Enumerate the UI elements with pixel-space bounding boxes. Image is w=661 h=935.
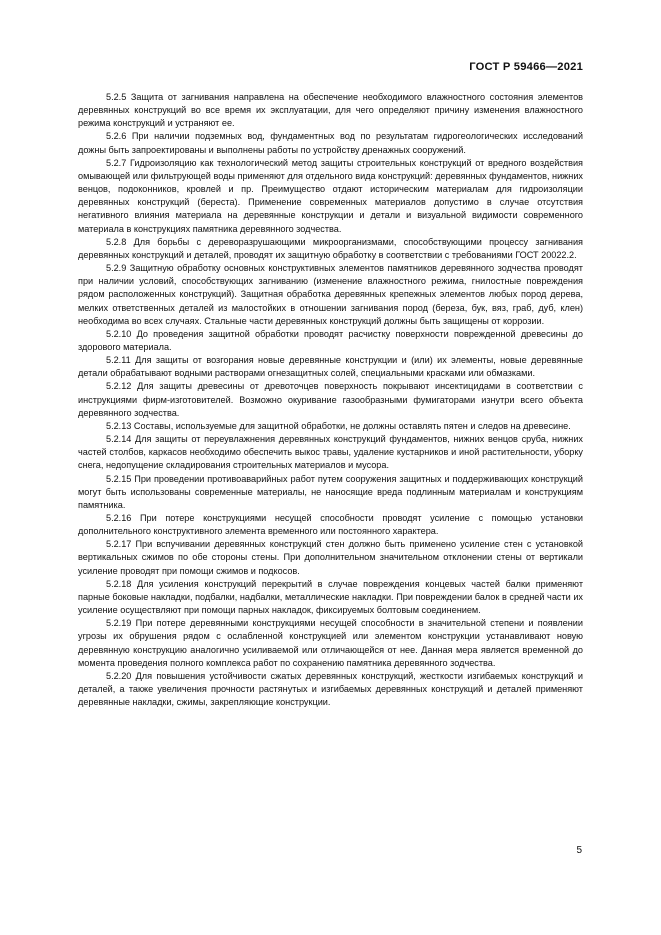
paragraph-5-2-7: 5.2.7 Гидроизоляцию как технологический метод защиты строительных конструкций от вредного воздействия омывающей или фильтрующей воды применяют для отдельного вида конструкций: деревянных фундаментов, нижних венцов, подоконников, кровлей и пр. Преимущество отдают историческим материалам для гидроизоляции деревянных конструкций (береста). Применение современных материалов допустимо в случае отсутствия негативного влияния материала на деревянные конструкции и детали и визуальной видимости современного материала в конструкциях памятника деревянного зодчества. <box>78 157 583 234</box>
paragraph-5-2-10: 5.2.10 До проведения защитной обработки проводят расчистку поверхности поврежденной древесины до здорового материала. <box>78 328 583 352</box>
paragraph-5-2-15: 5.2.15 При проведении противоаварийных работ путем сооружения защитных и поддерживающих конструкций могут быть использованы современные материалы, не наносящие вреда подлинным материалам и конструкциям памятника. <box>78 473 583 510</box>
document-body <box>78 91 583 709</box>
paragraph-5-2-16: 5.2.16 При потере конструкциями несущей способности проводят усиление с помощью установки дополнительного конструктивного элемента временного или постоянного характера. <box>78 513 583 537</box>
paragraph-5-2-6: 5.2.6 При наличии подземных вод, фундаментных вод по результатам гидрогеологических исследований дожны быть запроектированы и выполнены работы по устройству дренажных сооружений. <box>78 131 583 155</box>
paragraph-5-2-19: 5.2.19 При потере деревянными конструкциями несущей способности в значительной степени и появлении угрозы их обрушения рядом с ослабленной конструкцией или элементом конструкции устанавливают новую деревянную конструкцию аналогично усиливаемой или отличающейся от нее. Данная мера является временной до момента проведения полного комплекса работ по сохранению памятника деревянного зодчества. <box>78 618 583 668</box>
paragraph-5-2-9: 5.2.9 Защитную обработку основных конструктивных элементов памятников деревянного зодчества проводят при наличии условий, способствующих загниванию (изменение влажностного режима, гнилостные повреждения рядом расположенных конструкций). Защитная обработка деревянных крепежных элементов любых пород дерева, мелких ответственных деталей из малостойких в отношении загнивания пород (береза, бук, вяз, граб, дуб, клен) необходима во всех случаях. Стальные части деревянных конструкций должны быть защищены от коррозии. <box>78 263 583 326</box>
paragraph-5-2-18: 5.2.18 Для усиления конструкций перекрытий в случае повреждения концевых частей балки применяют парные боковые накладки, подбалки, надбалки, металлические накладки. При повреждении балок в средней части их усиление осуществляют при помощи парных накладок, фиксируемых болтовым соединением. <box>78 578 583 616</box>
paragraph-5-2-17: 5.2.17 При вспучивании деревянных конструкций стен должно быть применено усиление стен с установкой вертикальных сжимов по обе стороны стены. При дополнительном значительном отклонении стены от вертикали усиление проводят при помощи сжимов и подкосов. <box>78 539 583 576</box>
page-number: 5 <box>576 845 582 856</box>
paragraph-5-2-5: 5.2.5 Защита от загнивания направлена на обеспечение необходимого влажностного состояния элементов деревянных конструкций во все время их эксплуатации, для чего определяют причину изменения влажностного режима конструкций и устраняют ее. <box>78 92 583 129</box>
paragraph-5-2-12: 5.2.12 Для защиты древесины от древоточцев поверхность покрывают инсектицидами в соответствии с инструкциями фирм-изготовителей. Возможно окуривание газообразными фумигаторами изнутри всего объекта деревянного зодчества. <box>78 381 583 418</box>
paragraph-5-2-13: 5.2.13 Составы, используемые для защитной обработки, не должны оставлять пятен и следов на древесине. <box>106 420 571 431</box>
standard-id: ГОСТ Р 59466—2021 <box>469 61 583 73</box>
document-header <box>469 61 583 73</box>
paragraph-5-2-20: 5.2.20 Для повышения устойчивости сжатых деревянных конструкций, жесткости изгибаемых конструкций и деталей, а также увеличения прочности растянутых и изгибаемых деревянных конструкций и деталей применяют деревянные накладки, сжимы, закрепляющие конструкции. <box>78 670 583 708</box>
paragraph-5-2-14: 5.2.14 Для защиты от переувлажнения деревянных конструкций фундаментов, нижних венцов сруба, нижних частей столбов, каркасов необходимо обеспечить выкос травы, удаление кустарников и иной растительности, уборку снега, недопущение складирования строительных материалов и мусора. <box>78 434 583 471</box>
paragraph-5-2-11: 5.2.11 Для защиты от возгорания новые деревянные конструкции и (или) их элементы, новые деревянные детали обрабатывают водными растворами огнезащитных солей, специальными красками или обмазками. <box>78 355 583 379</box>
paragraph-5-2-8: 5.2.8 Для борьбы с дереворазрушающими микроорганизмами, способствующими процессу загнивания деревянных конструкций и деталей, проводят их защитную обработку в соответствии с требованиями ГОСТ 20022.2. <box>78 236 583 260</box>
